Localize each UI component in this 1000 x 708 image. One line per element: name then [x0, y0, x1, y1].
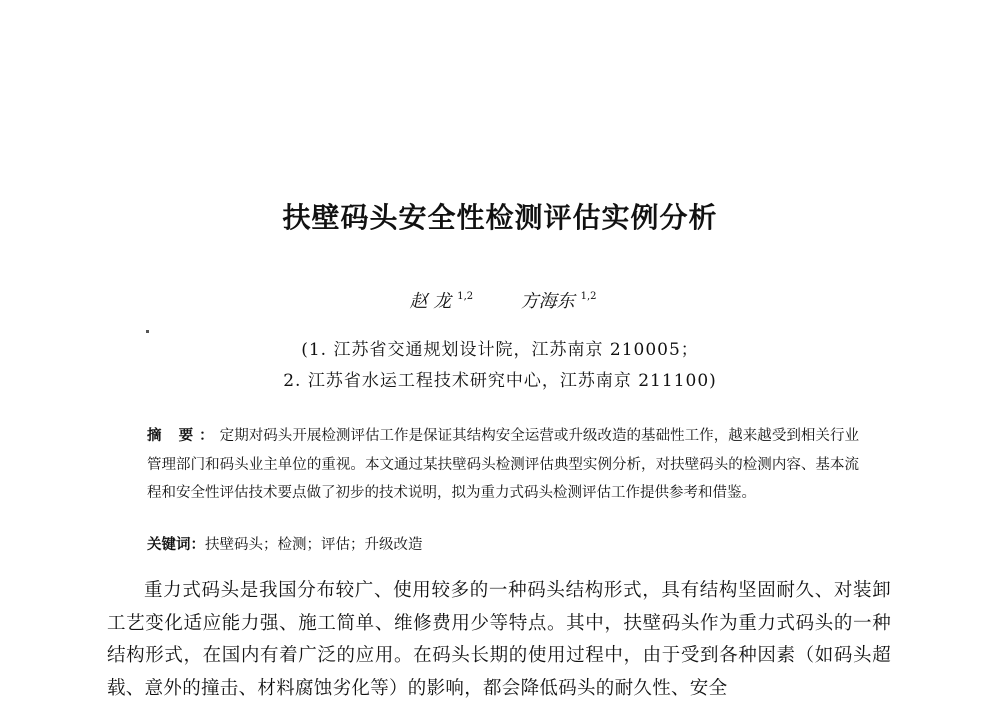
affiliation-line: 2. 江苏省水运工程技术研究中心，江苏南京 211100) [283, 371, 717, 391]
abstract-text: 定期对码头开展检测评估工作是保证其结构安全运营或升级改造的基础性工作，越来越受到相关行业管理部门和码头业主单位的重视。本文通过某扶壁码头检测评估典型实例分析，对扶壁码头的检测内容、基本流程和安全性评估技术要点做了初步的技术说明，拟为重力式码头检测评估工作提供参考和借鉴。 [147, 428, 859, 501]
author-name: 赵 龙 [409, 291, 452, 312]
author-line [0, 287, 1000, 313]
author-name: 方海东 [520, 291, 575, 312]
abstract [147, 422, 859, 508]
abstract-label: 摘 要： [147, 428, 220, 444]
body-paragraph: 重力式码头是我国分布较广、使用较多的一种码头结构形式，具有结构坚固耐久、对装卸工艺变化适应能力强、施工简单、维修费用少等特点。其中，扶壁码头作为重力式码头的一种结构形式，在国内有着广泛的应用。在码头长期的使用过程中，由于受到各种因素（如码头超载、意外的撞击、材料腐蚀劣化等）的影响，都会降低码头的耐久性、安全 [107, 580, 891, 699]
keywords-label: 关键词： [147, 537, 205, 553]
keywords-text: 扶壁码头；检测；评估；升级改造 [205, 537, 423, 553]
scan-speck [146, 330, 149, 333]
paper-title: 扶壁码头安全性检测评估实例分析 [282, 201, 718, 234]
affiliation-line: (1. 江苏省交通规划设计院，江苏南京 210005； [301, 340, 699, 360]
author-affiliation-mark: 1,2 [457, 291, 474, 302]
keywords [147, 533, 859, 557]
author-affiliation-mark: 1,2 [580, 291, 597, 302]
